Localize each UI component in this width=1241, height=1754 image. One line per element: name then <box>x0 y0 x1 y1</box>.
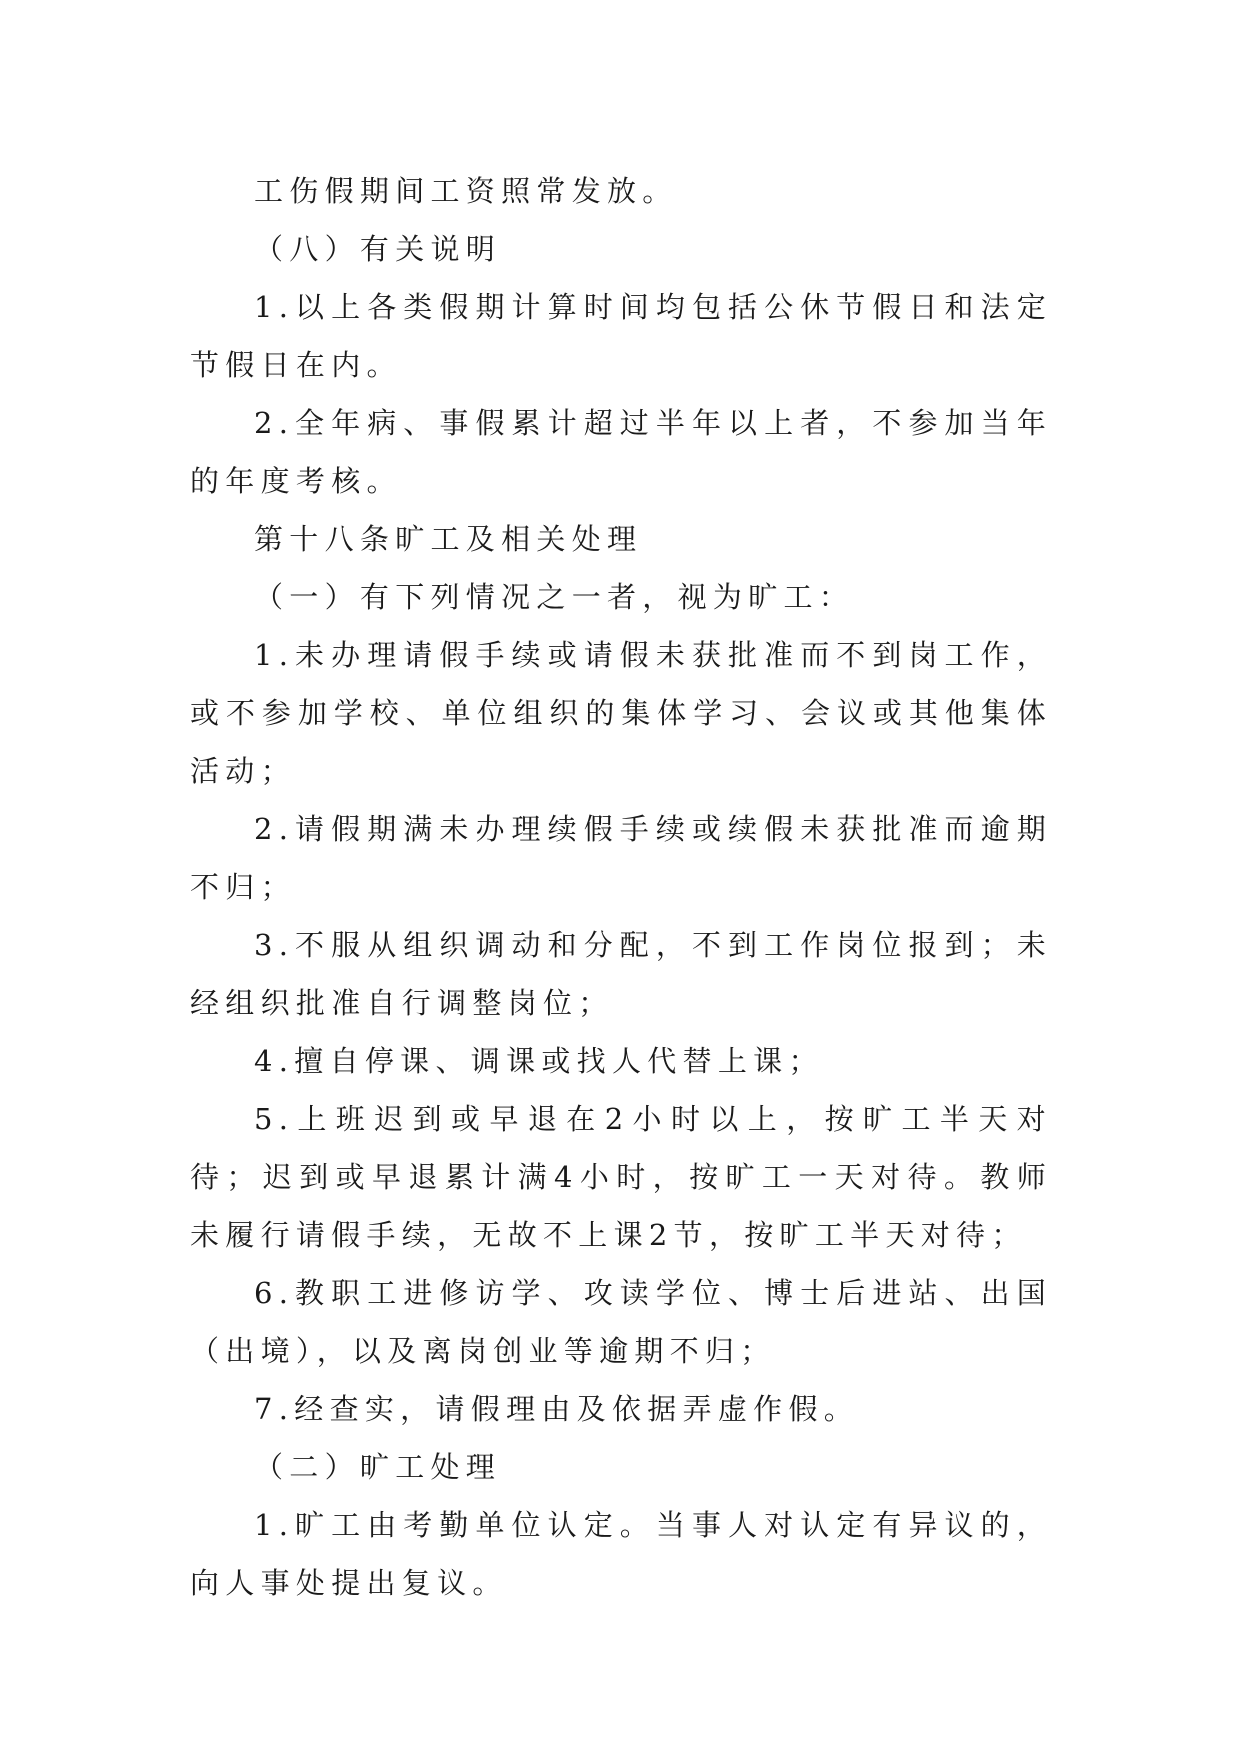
paragraph-case-2: 2.请假期满未办理续假手续或续假未获批准而逾期不归； <box>190 812 1052 904</box>
paragraph-case-6: 6.教职工进修访学、攻读学位、博士后进站、出国（出境），以及离岗创业等逾期不归； <box>190 1276 1052 1368</box>
paragraph-handling-1: 1.旷工由考勤单位认定。当事人对认定有异议的，向人事处提出复议。 <box>190 1508 1052 1600</box>
heading-article-18: 第十八条旷工及相关处理 <box>254 522 643 556</box>
paragraph-note-1: 1.以上各类假期计算时间均包括公休节假日和法定节假日在内。 <box>190 290 1052 382</box>
paragraph-case-3: 3.不服从组织调动和分配，不到工作岗位报到；未经组织批准自行调整岗位； <box>190 928 1052 1020</box>
heading-absence-handling: （二）旷工处理 <box>254 1450 502 1484</box>
paragraph-case-1: 1.未办理请假手续或请假未获批准而不到岗工作，或不参加学校、单位组织的集体学习、会议或其他集体活动； <box>190 638 1052 788</box>
paragraph-note-2: 2.全年病、事假累计超过半年以上者，不参加当年的年度考核。 <box>190 406 1052 498</box>
paragraph-case-5: 5.上班迟到或早退在2小时以上，按旷工半天对待；迟到或早退累计满4小时，按旷工一天对待。教师未履行请假手续，无故不上课2节，按旷工半天对待； <box>190 1102 1052 1252</box>
paragraph-case-7: 7.经查实，请假理由及依据弄虚作假。 <box>254 1392 860 1426</box>
heading-absence-cases: （一）有下列情况之一者，视为旷工： <box>254 580 855 614</box>
paragraph-case-4: 4.擅自停课、调课或找人代替上课； <box>254 1044 824 1078</box>
document-page <box>190 162 1052 1612</box>
paragraph-wage-note: 工伤假期间工资照常发放。 <box>254 174 678 208</box>
heading-notes: （八）有关说明 <box>254 232 502 266</box>
